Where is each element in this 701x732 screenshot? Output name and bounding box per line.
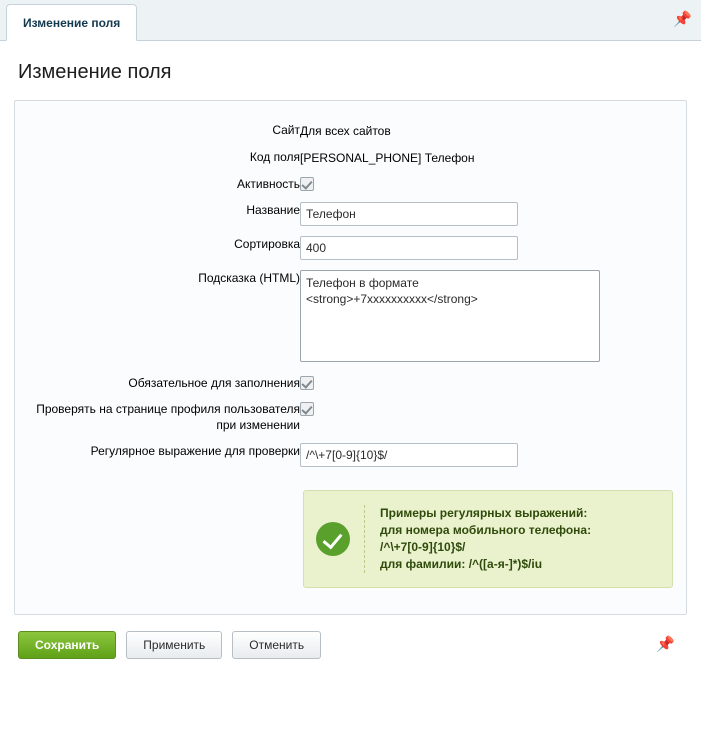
sort-label: Сортировка [234,237,300,251]
check-on-profile-checkbox[interactable] [300,402,314,416]
site-label: Сайт [272,123,300,137]
note-line-1: Примеры регулярных выражений: [380,506,588,520]
pin-icon-bottom[interactable]: 📌 [656,636,675,653]
hint-textarea[interactable] [300,270,600,362]
form-row-hint [15,265,686,370]
regexp-examples-note [303,490,673,588]
page-content [0,41,701,659]
form-row-regexp [15,438,686,472]
regexp-input[interactable] [300,443,518,467]
cancel-button[interactable]: Отменить [232,631,321,659]
name-input[interactable] [300,202,518,226]
form-panel [14,100,687,615]
note-line-2: для номера мобильного телефона: [380,523,592,537]
check-on-profile-label: Проверять на странице профиля пользователя при изменении [36,402,300,432]
regexp-label: Регулярное выражение для проверки [90,444,300,458]
note-text [380,505,591,573]
name-label: Название [246,203,300,217]
sort-input[interactable] [300,236,518,260]
site-value: Для всех сайтов [300,124,391,138]
note-line-3: /^\+7[0-9]{10}$/ [380,540,466,554]
pin-icon[interactable]: 📌 [673,11,692,28]
form-row-check-on-profile [15,396,686,438]
form-row-active [15,171,686,197]
active-checkbox[interactable] [300,177,314,191]
page-title: Изменение поля [18,61,172,83]
note-divider [364,505,366,573]
apply-button[interactable]: Применить [126,631,222,659]
hint-label: Подсказка (HTML) [198,271,300,285]
form-row-site [15,117,686,144]
active-label: Активность [236,177,300,191]
form-row-name [15,197,686,231]
check-circle-icon [316,522,350,556]
field-code-label: Код поля [249,150,300,164]
tab-edit-field[interactable]: Изменение поля [6,4,137,41]
required-checkbox[interactable] [300,376,314,390]
form-row-sort [15,231,686,265]
form-row-required [15,370,686,396]
note-wrapper [15,472,686,588]
field-form [15,117,686,472]
form-row-field-code [15,144,686,171]
field-code-value: [PERSONAL_PHONE] Телефон [300,151,475,165]
tab-bar [0,0,701,41]
note-line-4: для фамилии: /^([a-я-]*)$/iu [380,557,543,571]
save-button[interactable]: Сохранить [18,631,116,659]
button-bar [14,615,687,659]
required-label: Обязательное для заполнения [128,376,300,390]
